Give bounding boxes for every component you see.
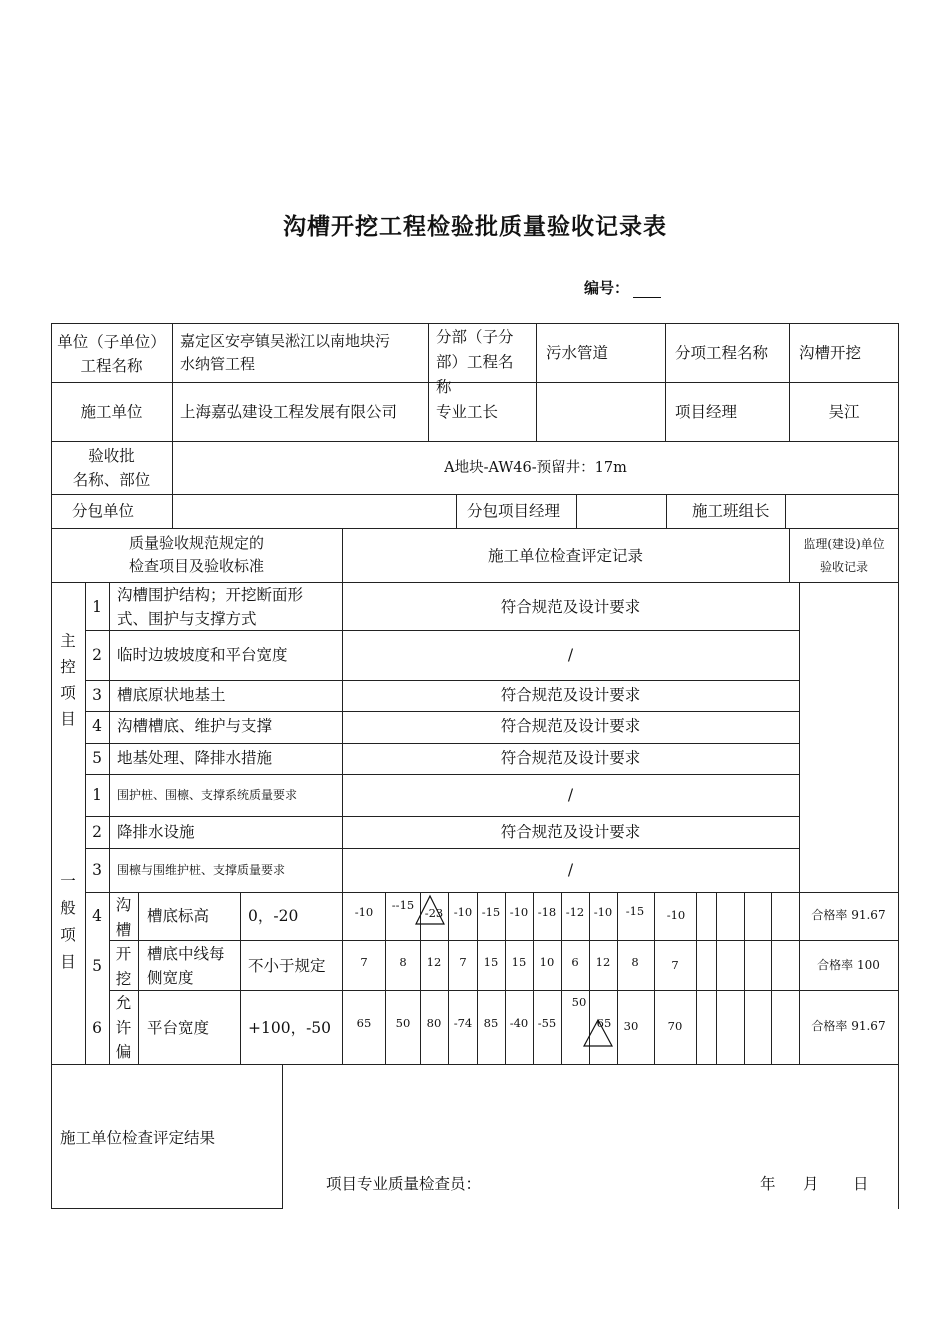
item-name: 槽底原状地基土 xyxy=(117,686,226,704)
item-no: 2 xyxy=(92,823,102,841)
doc-number-blank[interactable] xyxy=(633,283,661,298)
item-name: 围护桩、围檩、支撑系统质量要求 xyxy=(117,788,298,802)
measured-value: 65 xyxy=(356,1016,372,1030)
item-name: 沟槽槽底、维护与支撑 xyxy=(117,717,273,735)
item-name: 临时边坡坡度和平台宽度 xyxy=(117,646,288,664)
sub-project-label: 分部（子分 部）工程名 称 xyxy=(436,328,514,396)
standard-header: 质量验收规范规定的 检查项目及验收标准 xyxy=(128,534,264,576)
measured-value: 12 xyxy=(426,955,442,969)
item-name: 围檩与围维护桩、支撑质量要求 xyxy=(117,863,286,877)
item-record: 符合规范及设计要求 xyxy=(500,823,641,841)
date-year: 年 xyxy=(760,1175,776,1193)
general-group: 一 般 项 目 xyxy=(60,872,76,971)
measured-value: 8 xyxy=(631,955,639,969)
measured-value: 7 xyxy=(459,955,467,969)
subcontract-label: 分包单位 xyxy=(72,502,135,520)
builder-value: 上海嘉弘建设工程发展有限公司 xyxy=(180,403,398,421)
pass-rate: 合格率 100 xyxy=(817,958,880,972)
item-record: / xyxy=(567,861,574,879)
supervisor-header: 监理(建设)单位 验收记录 xyxy=(803,537,885,574)
measured-value: 50 xyxy=(571,995,587,1009)
measured-value: -74 xyxy=(453,1016,473,1030)
item-no: 1 xyxy=(92,598,102,616)
item-project-label: 分项工程名称 xyxy=(675,344,769,362)
item-record: 符合规范及设计要求 xyxy=(500,686,641,704)
item-name: 沟槽围护结构；开挖断面形 式、围护与支撑方式 xyxy=(117,586,304,629)
item-record: 符合规范及设计要求 xyxy=(500,598,641,616)
tolerance: +100，-50 xyxy=(248,1019,332,1037)
measured-value: 70 xyxy=(667,1019,683,1033)
measured-value: 30 xyxy=(623,1019,639,1033)
check-record-header: 施工单位检查评定记录 xyxy=(487,547,643,565)
measured-value: -23 xyxy=(424,906,444,920)
item-name: 降排水设施 xyxy=(117,823,195,841)
measured-value: -10 xyxy=(666,908,686,922)
unit-name-value: 嘉定区安亭镇吴淞江以南地块污 水纳管工程 xyxy=(180,332,391,374)
pass-rate: 合格率 91.67 xyxy=(811,1019,886,1033)
measured-value: -18 xyxy=(537,905,557,919)
measured-value: 85 xyxy=(483,1016,499,1030)
pass-rate: 合格率 91.67 xyxy=(811,908,886,922)
subcontract-pm-label: 分包项目经理 xyxy=(467,502,561,520)
date-day: 日 xyxy=(853,1175,869,1193)
date-month: 月 xyxy=(803,1175,819,1193)
sub-project-value: 污水管道 xyxy=(546,344,609,362)
item-record: 符合规范及设计要求 xyxy=(500,749,641,767)
item-no: 5 xyxy=(92,957,102,975)
doc-number-label: 编号： xyxy=(584,279,630,297)
measured-value: -15 xyxy=(481,905,501,919)
measured-value: 12 xyxy=(595,955,611,969)
item-no: 2 xyxy=(92,646,102,664)
measured-value: -10 xyxy=(453,905,473,919)
measured-value: 7 xyxy=(360,955,368,969)
tolerance: 不小于规定 xyxy=(248,957,326,975)
measured-value: -40 xyxy=(509,1016,529,1030)
item-name: 槽底标高 xyxy=(147,907,210,925)
measured-value: -15 xyxy=(625,904,645,918)
item-record: / xyxy=(567,646,574,664)
measured-value: -10 xyxy=(354,905,374,919)
measured-value: 8 xyxy=(399,955,407,969)
unit-name-label: 单位（子单位） 工程名称 xyxy=(57,333,166,376)
tolerance: 0，-20 xyxy=(248,907,299,925)
item-record: / xyxy=(567,786,574,804)
pm-value: 吴江 xyxy=(828,403,860,421)
item-name: 地基处理、降排水措施 xyxy=(117,749,273,767)
triangle-mark-icon xyxy=(414,894,446,926)
measured-value: 65 xyxy=(596,1016,612,1030)
inspector-label: 项目专业质量检查员： xyxy=(326,1175,482,1193)
team-leader-label: 施工班组长 xyxy=(692,502,770,520)
measured-value: -12 xyxy=(565,905,585,919)
item-no: 5 xyxy=(92,749,102,767)
triangle-mark-icon xyxy=(582,1018,614,1048)
deviation-group: 沟 槽 开 挖 允 许 偏 xyxy=(115,896,132,1061)
builder-label: 施工单位 xyxy=(80,403,143,421)
measured-value: -10 xyxy=(509,905,529,919)
item-name: 平台宽度 xyxy=(147,1019,210,1037)
item-no: 3 xyxy=(92,686,102,704)
measured-value: -10 xyxy=(593,905,613,919)
result-label: 施工单位检查评定结果 xyxy=(60,1129,216,1147)
page-title: 沟槽开挖工程检验批质量验收记录表 xyxy=(283,214,667,240)
item-no: 4 xyxy=(92,907,102,925)
item-no: 6 xyxy=(92,1019,102,1037)
item-name: 槽底中线每 侧宽度 xyxy=(147,945,225,988)
measured-value: --15 xyxy=(391,898,415,912)
measured-value: 6 xyxy=(571,955,579,969)
main-control-group: 主 控 项 目 xyxy=(60,632,76,728)
item-no: 3 xyxy=(92,861,102,879)
measured-value: 50 xyxy=(395,1016,411,1030)
pm-label: 项目经理 xyxy=(675,403,738,421)
item-record: 符合规范及设计要求 xyxy=(500,717,641,735)
batch-value: A地块-AW46-预留井：17m xyxy=(444,460,627,476)
measured-value: 10 xyxy=(539,955,555,969)
measured-value: 15 xyxy=(511,955,527,969)
batch-label: 验收批 名称、部位 xyxy=(72,447,151,490)
item-project-value: 沟槽开挖 xyxy=(799,344,862,362)
doc-number xyxy=(584,277,661,298)
measured-value: 15 xyxy=(483,955,499,969)
foreman-label: 专业工长 xyxy=(436,403,499,421)
item-no: 4 xyxy=(92,717,102,735)
measured-value: 7 xyxy=(671,958,679,972)
item-no: 1 xyxy=(92,786,102,804)
measured-value: 80 xyxy=(426,1016,442,1030)
measured-value: -55 xyxy=(537,1016,557,1030)
